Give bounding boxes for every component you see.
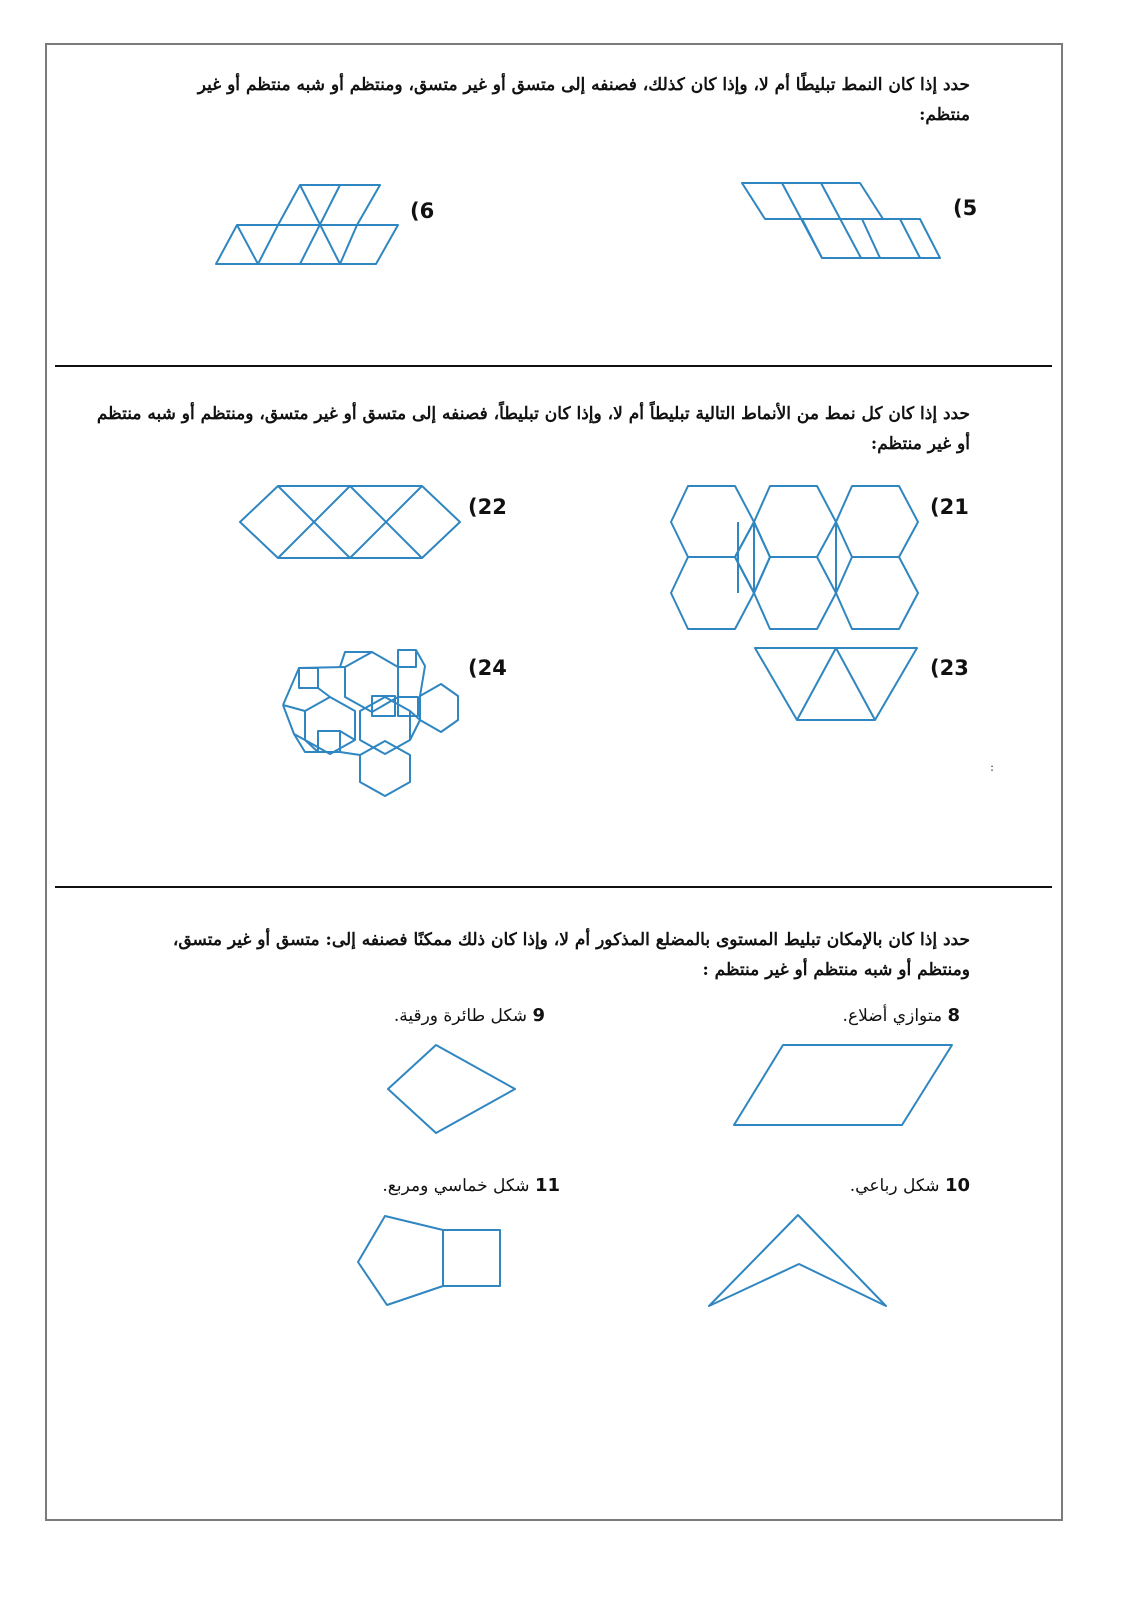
- figure-9-kite: [388, 1045, 515, 1133]
- figure-10-concave-quadrilateral: [709, 1215, 886, 1306]
- figure-5-parallelogram-tiling: [742, 183, 940, 258]
- figure-11-pentagon-square: [358, 1216, 500, 1305]
- figure-22-rhombus-band: [240, 486, 460, 558]
- section2-instruction: حدد إذا كان كل نمط من الأنماط التالية تبليطاً أم لا، وإذا كان تبليطاً، فصنفه إلى متسق أو غير متسق، ومنتظم أو شبه منتظم أو غير منتظم:: [96, 404, 970, 454]
- item-9-number: 9: [532, 1005, 545, 1026]
- item-10-number: 10: [944, 1175, 970, 1196]
- figure-8-parallelogram: [734, 1045, 952, 1125]
- item-23-number: (23: [930, 656, 969, 680]
- section1-instruction: حدد إذا كان النمط تبليطًا أم لا، وإذا كان كذلك، فصنفه إلى متسق أو غير متسق، ومنتظم أو شبه منتظم أو غير منتظم:: [197, 75, 970, 125]
- figure-23-trapezoid-triangles: [755, 648, 917, 720]
- stray-mark: :: [990, 760, 995, 774]
- item-8-number: 8: [947, 1005, 960, 1026]
- item-5-number: (5: [953, 196, 978, 220]
- item-21-number: (21: [930, 495, 969, 519]
- figure-21-hexagon-tiling: [671, 486, 918, 629]
- item-11-text: شكل خماسي ومربع.: [382, 1176, 530, 1196]
- figure-6-triangle-tiling: [216, 185, 398, 264]
- item-8-text: متوازي أضلاع.: [842, 1006, 943, 1026]
- section3-instruction: حدد إذا كان بالإمكان تبليط المستوى بالمضلع المذكور أم لا، وإذا كان ذلك ممكنًا فصنفه إلى: متسق أو غير متسق، ومنتظم أو شبه منتظم أو غير منتظم :: [172, 930, 970, 980]
- item-6-number: (6: [410, 199, 435, 223]
- item-11-number: 11: [534, 1175, 560, 1196]
- item-10-text: شكل رباعي.: [849, 1176, 940, 1196]
- figure-24-semi-regular-tiling: [283, 650, 458, 796]
- item-24-number: (24: [468, 656, 507, 680]
- item-22-number: (22: [468, 495, 507, 519]
- item-9-text: شكل طائرة ورقية.: [393, 1006, 528, 1026]
